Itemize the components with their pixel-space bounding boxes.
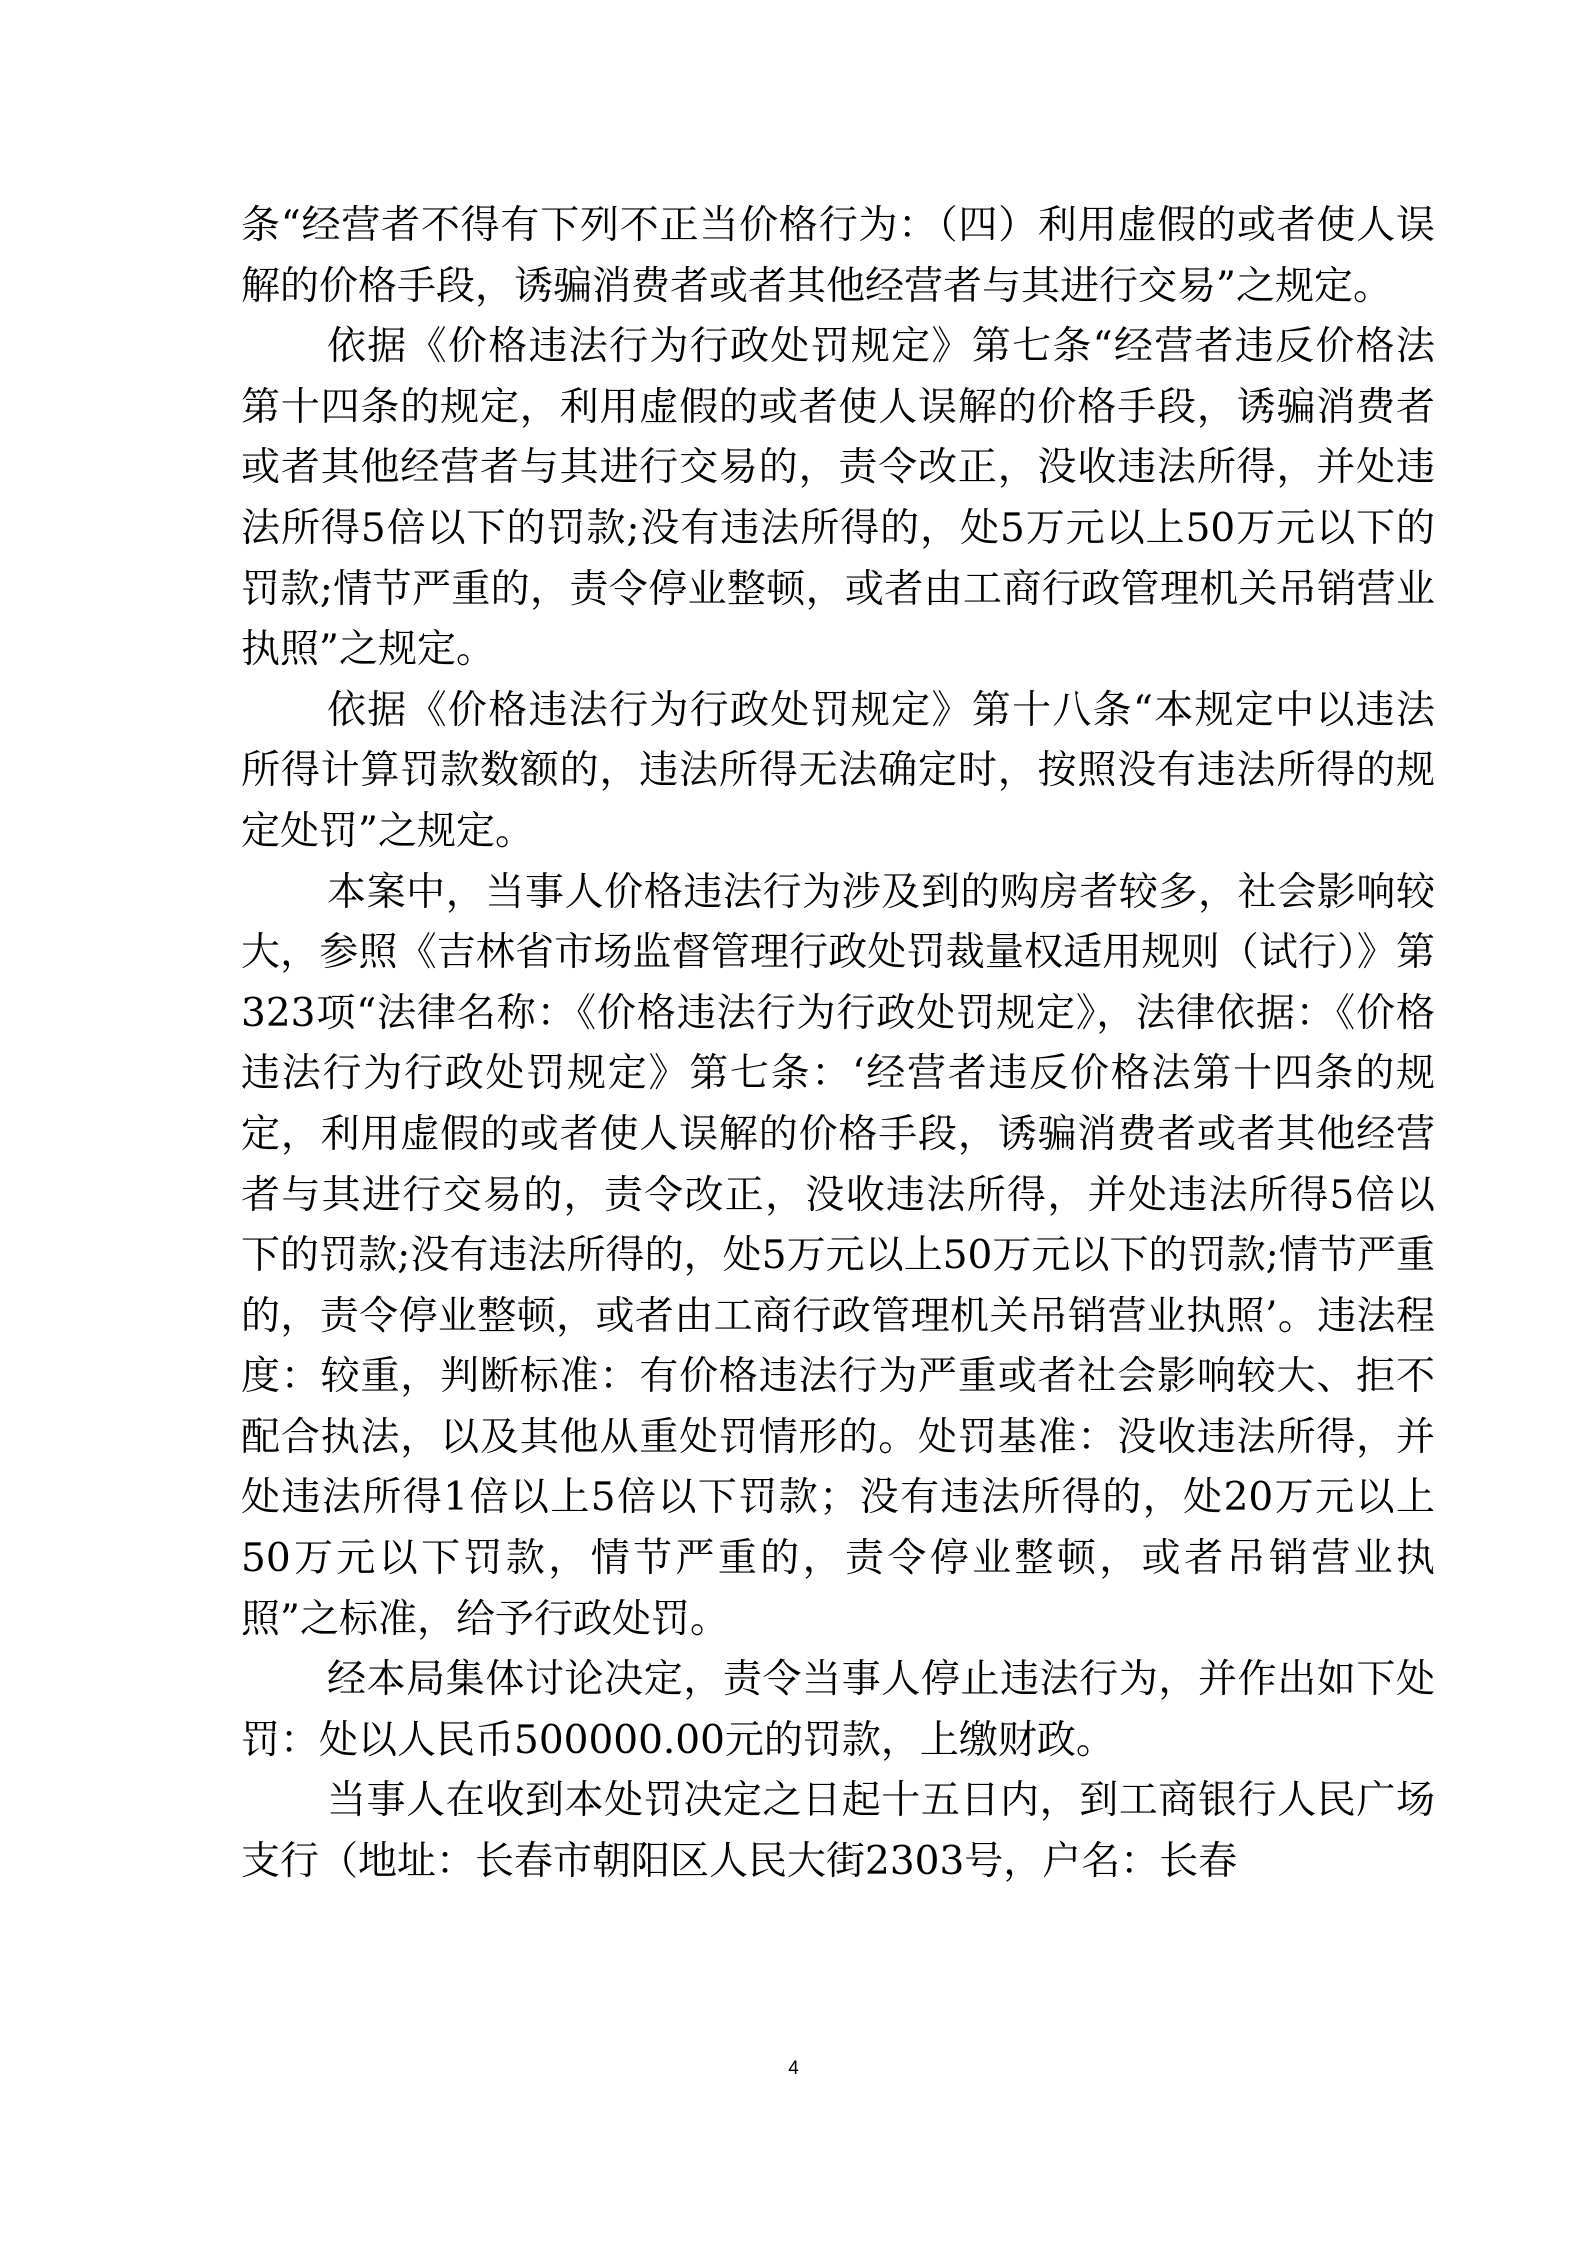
paragraph-continuation: 条“经营者不得有下列不正当价格行为：（四）利用虚假的或者使人误解的价格手段，诱骗消费者或者其他经营者与其进行交易”之规定。 xyxy=(241,203,1435,309)
paragraph-case-discretion: 本案中，当事人价格违法行为涉及到的购房者较多，社会影响较大，参照《吉林省市场监督管理行政处罚裁量权适用规则（试行）》第323项“法律名称：《价格违法行为行政处罚规定》，法律依据：《价格违法行为行政处罚规定》第七条：‘经营者违反价格法第十四条的规定，利用虚假的或者使人误解的价格手段，诱骗消费者或者其他经营者与其进行交易的，责令改正，没收违法所得，并处违法所得5倍以下的罚款;没有违法所得的，处5万元以上50万元以下的罚款;情节严重的，责令停业整顿，或者由工商行政管理机关吊销营业执照’。违法程度：较重，判断标准：有价格违法行为严重或者社会影响较大、拒不配合执法，以及其他从重处罚情形的。处罚基准：没收违法所得，并处违法所得1倍以上5倍以下罚款；没有违法所得的，处20万元以上50万元以下罚款，情节严重的，责令停业整顿，或者吊销营业执照”之标准，给予行政处罚。 xyxy=(241,869,1435,1642)
document-body xyxy=(241,196,1435,1893)
paragraph-payment-instructions: 当事人在收到本处罚决定之日起十五日内，到工商银行人民广场支行（地址：长春市朝阳区人民大街2303号，户名：长春 xyxy=(241,1778,1435,1885)
paragraph-article-seven: 依据《价格违法行为行政处罚规定》第七条“经营者违反价格法第十四条的规定，利用虚假的或者使人误解的价格手段，诱骗消费者或者其他经营者与其进行交易的，责令改正，没收违法所得，并处违法所得5倍以下的罚款;没有违法所得的，处5万元以上50万元以下的罚款;情节严重的，责令停业整顿，或者由工商行政管理机关吊销营业执照”之规定。 xyxy=(241,324,1435,673)
page-number: 4 xyxy=(788,2058,799,2079)
paragraph-decision: 经本局集体讨论决定，责令当事人停止违法行为，并作出如下处罚：处以人民币500000.00元的罚款，上缴财政。 xyxy=(241,1657,1435,1763)
paragraph-article-eighteen: 依据《价格违法行为行政处罚规定》第十八条“本规定中以违法所得计算罚款数额的，违法所得无法确定时，按照没有违法所得的规定处罚”之规定。 xyxy=(241,687,1435,854)
